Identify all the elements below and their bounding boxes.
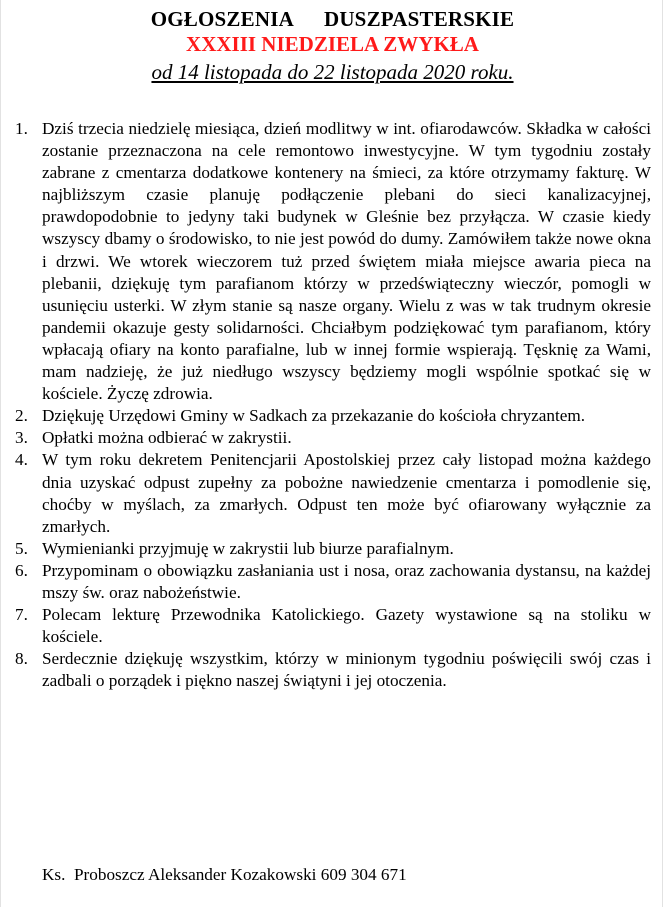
list-item xyxy=(15,405,651,427)
item-number: 5. xyxy=(15,538,28,558)
list-item xyxy=(15,427,651,449)
item-number: 1. xyxy=(15,119,28,138)
list-item xyxy=(15,449,651,537)
item-number: 4. xyxy=(15,450,28,470)
item-text: Opłatki można odbierać w zakrystii. xyxy=(42,428,292,448)
item-number: 2. xyxy=(15,406,28,426)
item-number: 3. xyxy=(15,428,28,448)
title-left: OGŁOSZENIA xyxy=(150,7,294,31)
item-text: Dziś trzecia niedzielę miesiąca, dzień modlitwy w int. ofiarodawców. Składka w całości zostanie przeznaczona na cele remontowo inwestycyjne. W tym tygodniu zostały zabrane z cmentarza dodatkowe kontenery na śmieci, za które otrzymamy fakturę. W najbliższym czasie planuję podłączenie plebani do sieci kanalizacyjnej, prawdopodobnie to jedyny taki budynek w Gleśnie bez przyłącza. W czasie kiedy wszyscy dbamy o środowisko, to nie jest powód do dumy. Zamówiłem także nowe okna i drzwi. We wtorek wieczorem tuż przed świętem miała miejsce awaria pieca na plebanii, dziękuję tym parafianom którzy w przedświąteczny wieczór, pomogli w usunięciu usterki. W złym stanie są nasze organy. Wielu z was w tak trudnym okresie pandemii okazuje gesty solidarności. Chciałbym podziękować tym parafianom, który wpłacają ofiary na konto parafialne, lub w innej formie wspierają. Tęsknię za Wami, mam nadzieję, że już niedługo wszyscy będziemy mogli wspólnie spotkać się w kościele. Życzę zdrowia. xyxy=(42,119,651,404)
list-item xyxy=(15,604,651,648)
sunday-subtitle: XXXIII NIEDZIELA ZWYKŁA xyxy=(186,32,479,56)
item-number: 7. xyxy=(15,605,28,625)
item-text: Dziękuję Urzędowi Gminy w Sadkach za przekazanie do kościoła chryzantem. xyxy=(42,406,586,426)
item-text: W tym roku dekretem Penitencjarii Apostolskiej przez cały listopad można każdego dnia uzyskać odpust zupełny za pobożne nawiedzenie cmentarza i pomodlenie się, choćby w myślach, za zmarłych. Odpust ten może być ofiarowany wyłącznie za zmarłych. xyxy=(42,450,651,536)
item-text: Przypominam o obowiązku zasłaniania ust i nosa, oraz zachowania dystansu, na każdej mszy św. oraz nabożeństwie. xyxy=(42,560,651,602)
item-text: Polecam lekturę Przewodnika Katolickiego. Gazety wystawione są na stoliku w kościele. xyxy=(42,605,651,647)
item-number: 6. xyxy=(15,560,28,580)
list-item xyxy=(15,118,651,405)
date-range: od 14 listopada do 22 listopada 2020 roku. xyxy=(151,60,514,84)
pastor-signature: Ks. Proboszcz Aleksander Kozakowski 609 304 671 xyxy=(42,865,407,884)
list-item xyxy=(15,560,651,604)
item-text: Wymienianki przyjmuję w zakrystii lub biurze parafialnym. xyxy=(42,538,454,558)
list-item xyxy=(15,648,651,692)
announcement-list xyxy=(15,118,651,692)
page-title xyxy=(1,7,663,31)
list-item xyxy=(15,538,651,560)
title-right: DUSZPASTERSKIE xyxy=(323,7,515,31)
item-text: Serdecznie dziękuję wszystkim, którzy w minionym tygodniu poświęcili swój czas i zadbali o porządek i piękno naszej świątyni i jej otoczenia. xyxy=(42,649,651,691)
item-number: 8. xyxy=(15,649,28,669)
